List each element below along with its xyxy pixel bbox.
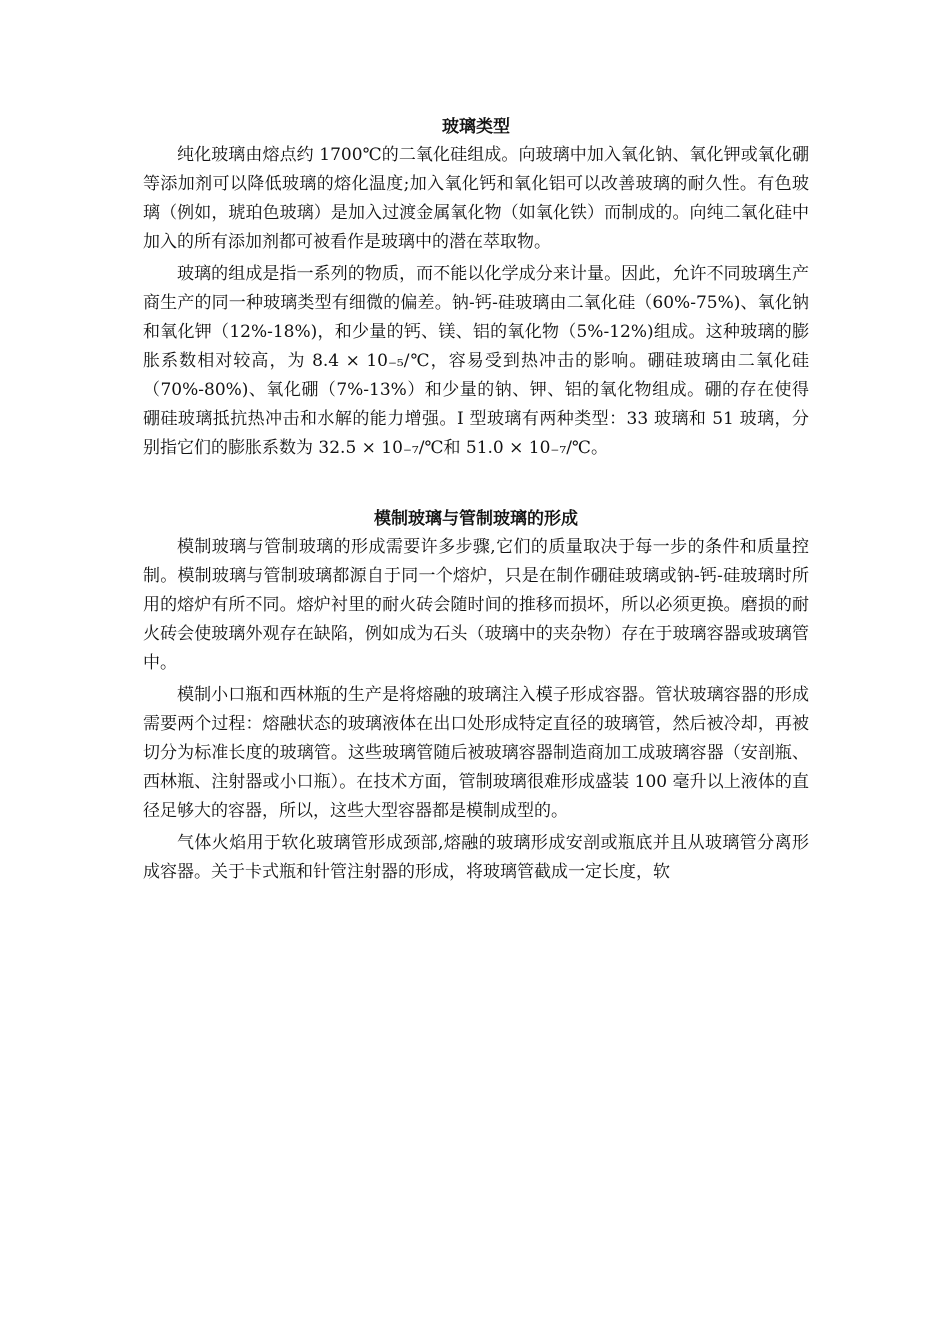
section-title-glass-forming: 模制玻璃与管制玻璃的形成 — [374, 509, 578, 529]
document-body — [143, 113, 809, 890]
paragraph: 玻璃的组成是指一系列的物质，而不能以化学成分来计量。因此，允许不同玻璃生产商生产的同一种玻璃类型有细微的偏差。钠-钙-硅玻璃由二氧化硅（60%-75%)、氧化钠和氧化钾（12%-18%)，和少量的钙、镁、铝的氧化物（5%-12%)组成。这种玻璃的膨胀系数相对较高，为 8.4 × 10₋₅/℃，容易受到热冲击的影响。硼硅玻璃由二氧化硅（70%-80%)、氧化硼（7%-13%）和少量的钠、钾、铝的氧化物组成。硼的存在使得硼硅玻璃抵抗热冲击和水解的能力增强。I 型玻璃有两种类型：33 玻璃和 51 玻璃，分别指它们的膨胀系数为 32.5 × 10₋₇/℃和 51.0 × 10₋₇/℃。 — [143, 264, 809, 458]
paragraph: 气体火焰用于软化玻璃管形成颈部,熔融的玻璃形成安剖或瓶底并且从玻璃管分离形成容器。关于卡式瓶和针管注射器的形成，将玻璃管截成一定长度，软 — [143, 833, 809, 882]
paragraph: 纯化玻璃由熔点约 1700℃的二氧化硅组成。向玻璃中加入氧化钠、氧化钾或氧化硼等添加剂可以降低玻璃的熔化温度;加入氧化钙和氧化铝可以改善玻璃的耐久性。有色玻璃（例如，琥珀色玻璃）是加入过渡金属氧化物（如氧化铁）而制成的。向纯二氧化硅中加入的所有添加剂都可被看作是玻璃中的潜在萃取物。 — [143, 145, 809, 252]
paragraph: 模制小口瓶和西林瓶的生产是将熔融的玻璃注入模子形成容器。管状玻璃容器的形成需要两个过程：熔融状态的玻璃液体在出口处形成特定直径的玻璃管，然后被冷却，再被切分为标准长度的玻璃管。这些玻璃管随后被玻璃容器制造商加工成玻璃容器（安剖瓶、西林瓶、注射器或小口瓶）。在技术方面，管制玻璃很难形成盛装 100 毫升以上液体的直径足够大的容器，所以，这些大型容器都是模制成型的。 — [143, 685, 809, 821]
paragraph: 模制玻璃与管制玻璃的形成需要许多步骤,它们的质量取决于每一步的条件和质量控制。模制玻璃与管制玻璃都源自于同一个熔炉，只是在制作硼硅玻璃或钠-钙-硅玻璃时所用的熔炉有所不同。熔炉衬里的耐火砖会随时间的推移而损坏，所以必须更换。磨损的耐火砖会使玻璃外观存在缺陷，例如成为石头（玻璃中的夹杂物）存在于玻璃容器或玻璃管中。 — [143, 537, 809, 673]
section-title-glass-types: 玻璃类型 — [442, 117, 510, 137]
section-gap — [143, 466, 809, 505]
